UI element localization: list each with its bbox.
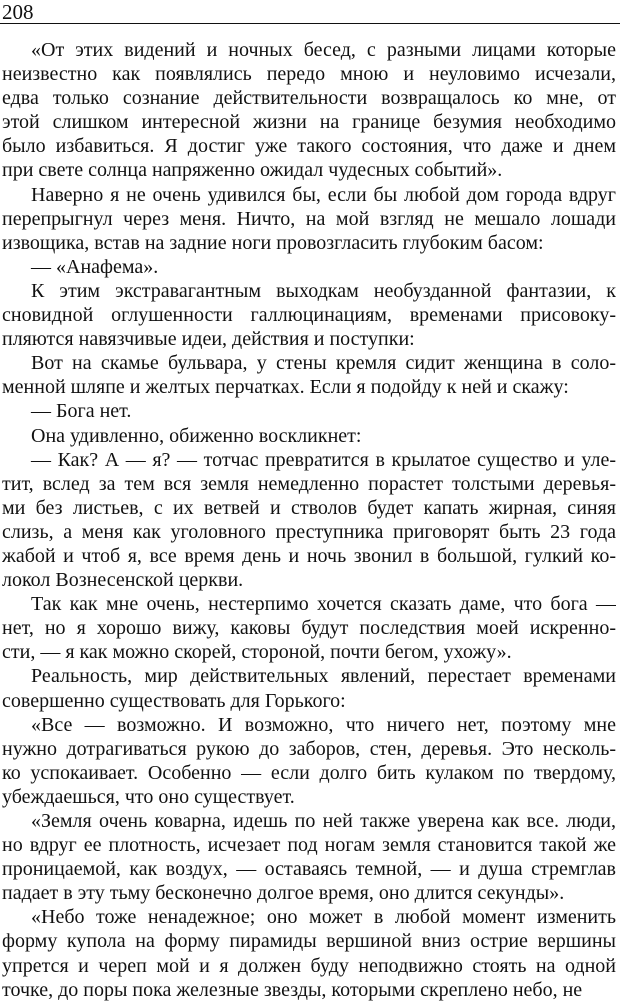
text-line: перепрыгнул через меня. Ничто, на мой взгляд не мешало лошади [2, 207, 616, 230]
text-line: — «Анафема». [31, 255, 159, 278]
text-line: тит, вслед за тем вся земля немедленно порастет толстыми деревья- [2, 472, 616, 495]
text-line: совершенно существовать для Горького: [2, 689, 346, 712]
text-line: К этим экстравагантным выходкам необузданной фантазии, к [31, 279, 616, 302]
page-number: 208 [2, 0, 34, 24]
paragraph [2, 279, 616, 351]
text-line: пляются навязчивые идеи, действия и поступки: [2, 328, 415, 351]
text-line: — Как? А — я? — тотчас превратится в крылатое существо и уле- [31, 448, 616, 471]
text-line: жабой и чтоб я, все время день и ночь звонил в большой, гулкий ко- [2, 544, 616, 567]
text-line: Вот на скамье бульвара, у стены кремля сидит женщина в соло- [31, 352, 616, 375]
text-line: Реальность, мир действительных явлений, перестает временами [31, 665, 616, 688]
text-line: слизь, а меня как уголовного преступника приговорят быть 23 года [2, 520, 616, 543]
paragraph [2, 183, 616, 255]
text-line: сти, — я как можно скорей, стороной, почти бегом, ухожу». [2, 641, 512, 664]
paragraph [2, 351, 616, 399]
paragraph [2, 255, 616, 279]
text-line: неизвестно как появлялись передо мною и неуловимо исчезали, [2, 63, 616, 86]
paragraph [2, 592, 616, 664]
body-text [2, 38, 616, 1002]
text-line: едва только сознание действительности возвращалось ко мне, от [2, 87, 616, 110]
text-line: менной шляпе и желтых перчатках. Если я подойду к ней и скажу: [2, 376, 569, 399]
text-line: ми без листьев, с их ветвей и стволов будет капать жирная, синяя [2, 496, 616, 519]
header-rule [0, 23, 620, 24]
text-line: упрется и череп мой и я должен буду неподвижно стоять на одной [2, 954, 616, 977]
paragraph [2, 448, 616, 593]
text-line: ко успокаивает. Особенно — если долго бить кулаком по твердому, [2, 761, 616, 784]
text-line: но вдруг ее плотность, исчезает под ногам земля становится такой же [2, 834, 616, 857]
text-line: Наверно я не очень удивился бы, если бы любой дом города вдруг [31, 183, 616, 206]
text-line: убеждаешься, что оно существует. [2, 785, 295, 808]
text-line: Она удивленно, обиженно воскликнет: [31, 424, 362, 447]
paragraph [2, 664, 616, 712]
paragraph [2, 399, 616, 423]
text-line: «Земля очень коварна, идешь по ней также уверена как все. люди, [31, 810, 616, 832]
text-line: нет, но я хорошо вижу, каковы будут последствия моей искренно- [2, 617, 616, 640]
paragraph [2, 713, 616, 809]
text-line: падает в эту тьму бесконечно долгое время, оно длится секунды». [2, 882, 565, 905]
text-line: этой слишком интересной жизни на границе безумия необходимо [2, 111, 616, 134]
text-line: — Бога нет. [31, 400, 132, 423]
paragraph [2, 809, 616, 905]
text-line: «Все — возможно. И возможно, что ничего нет, поэтому мне [31, 713, 616, 736]
text-line: «От этих видений и ночных бесед, с разными лицами которые [31, 39, 616, 61]
text-line: при свете солнца напряженно ожидал чудесных событий». [2, 159, 503, 182]
text-line: «Небо тоже ненадежное; оно может в любой момент изменить [31, 906, 616, 929]
text-line: локол Вознесенской церкви. [2, 569, 244, 592]
text-line: форму купола на форму пирамиды вершиной вниз острие вершины [2, 930, 616, 953]
text-line: было избавиться. Я достиг уже такого состояния, что даже и днем [2, 135, 616, 158]
paragraph [2, 38, 616, 183]
text-line: сновидной оглушенности галлюцинациям, временами присовоку- [2, 304, 616, 327]
text-line: нужно дотрагиваться рукою до заборов, стен, деревья. Это несколь- [2, 737, 616, 760]
text-line: точке, до поры пока железные звезды, которыми скреплено небо, не [2, 978, 583, 1001]
text-line: Так как мне очень, нестерпимо хочется сказать даме, что бога — [31, 593, 616, 616]
text-line: проницаемой, как воздух, — оставаясь темной, — и душа стремглав [2, 858, 616, 881]
text-line: извощика, встав на задние ноги провозгласить глубоким басом: [2, 231, 544, 254]
paragraph [2, 424, 616, 448]
